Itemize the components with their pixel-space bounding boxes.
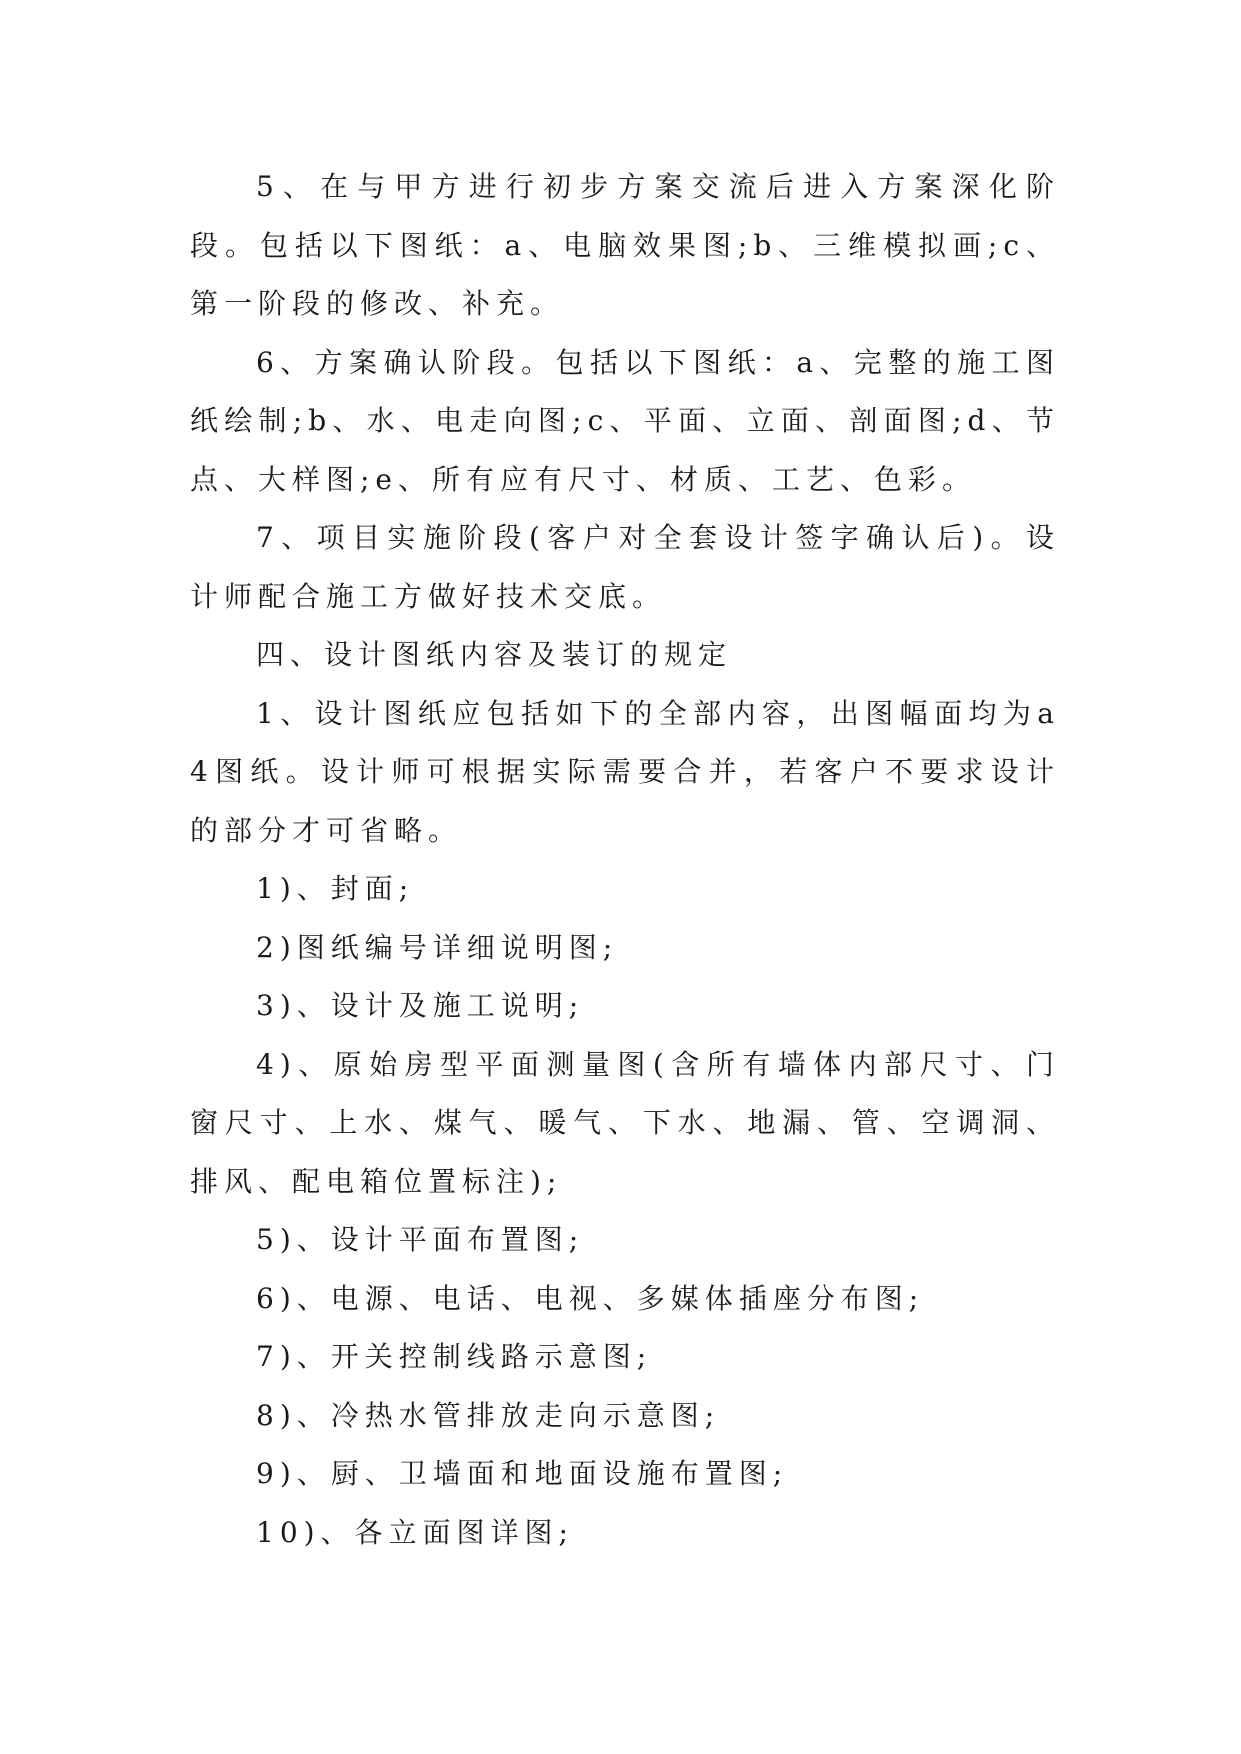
list-item: 9)、厨、卫墙面和地面设施布置图; bbox=[256, 1457, 789, 1490]
list-item: 4)、原始房型平面测量图(含所有墙体内部尺寸、门窗尺寸、上水、煤气、暖气、下水、地漏、管、空调洞、排风、配电箱位置标注); bbox=[190, 1047, 1060, 1198]
list-item: 6)、电源、电话、电视、多媒体插座分布图; bbox=[256, 1281, 925, 1315]
paragraph-stage-7: 7、项目实施阶段(客户对全套设计签字确认后)。设计师配合施工方做好技术交底。 bbox=[190, 521, 1060, 613]
list-item: 3)、设计及施工说明; bbox=[256, 989, 585, 1022]
list-item: 7)、开关控制线路示意图; bbox=[256, 1340, 653, 1373]
document-body bbox=[190, 158, 1060, 1562]
paragraph-stage-5: 5、在与甲方进行初步方案交流后进入方案深化阶段。包括以下图纸：a、电脑效果图;b、三维模拟画;c、第一阶段的修改、补充。 bbox=[190, 170, 1060, 320]
section-heading: 四、设计图纸内容及装订的规定 bbox=[256, 638, 733, 671]
list-item: 1)、封面; bbox=[256, 872, 415, 905]
paragraph-stage-6: 6、方案确认阶段。包括以下图纸：a、完整的施工图纸绘制;b、水、电走向图;c、平面、立面、剖面图;d、节点、大样图;e、所有应有尺寸、材质、工艺、色彩。 bbox=[190, 345, 1060, 496]
list-item: 2)图纸编号详细说明图; bbox=[256, 930, 619, 964]
list-item: 10)、各立面图详图; bbox=[256, 1515, 574, 1549]
paragraph-drawing-contents: 1、设计图纸应包括如下的全部内容，出图幅面均为a4图纸。设计师可根据实际需要合并，若客户不要求设计的部分才可省略。 bbox=[190, 696, 1060, 847]
list-item: 8)、冷热水管排放走向示意图; bbox=[256, 1398, 721, 1432]
list-item: 5)、设计平面布置图; bbox=[256, 1223, 585, 1256]
